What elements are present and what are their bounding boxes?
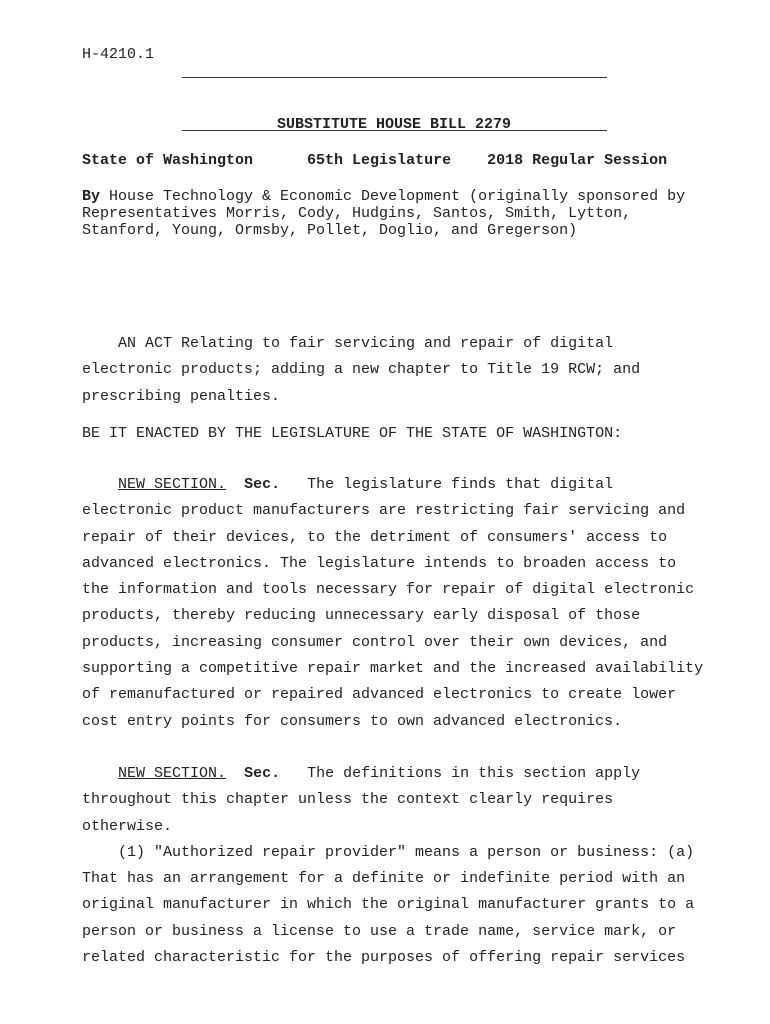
sponsor-line: Stanford, Young, Ormsby, Pollet, Doglio, and Gregerson) xyxy=(82,222,578,239)
session-line xyxy=(82,152,667,169)
section-2-line: throughout this chapter unless the context clearly requires xyxy=(82,791,614,809)
sponsor-line: By House Technology & Economic Development (originally sponsored by xyxy=(82,188,686,205)
section-1-line: repair of their devices, to the detriment of consumers' access to xyxy=(82,528,668,546)
new-section-label: NEW SECTION. xyxy=(118,765,227,782)
section-2 xyxy=(82,761,722,971)
document-id: H-4210.1 xyxy=(82,46,155,63)
act-paragraph xyxy=(82,331,722,410)
section-1-line: supporting a competitive repair market and the increased availability xyxy=(82,660,704,678)
section-2-line: original manufacturer in which the original manufacturer grants to a xyxy=(82,896,695,914)
sec-label: Sec. xyxy=(244,476,281,493)
section-2-line: (1) "Authorized repair provider" means a person or business: (a) xyxy=(82,843,695,861)
state-name: State of Washington xyxy=(82,152,254,169)
section-1-line: the information and tools necessary for repair of digital electronic xyxy=(82,581,695,599)
section-1-line: advanced electronics. The legislature intends to broaden access to xyxy=(82,554,677,572)
sponsor-line: Representatives Morris, Cody, Hudgins, Santos, Smith, Lytton, xyxy=(82,205,632,222)
section-1-heading-line: NEW SECTION. Sec. The legislature finds that digital xyxy=(118,476,614,493)
bill-title xyxy=(0,99,770,133)
section-2-heading-line: NEW SECTION. Sec. The definitions in this section apply xyxy=(118,765,641,782)
title-top-rule xyxy=(182,77,607,78)
act-line: AN ACT Relating to fair servicing and repair of digital xyxy=(82,335,614,352)
section-2-line: otherwise. xyxy=(82,817,173,835)
section-1-line: products, increasing consumer control over their own devices, and xyxy=(82,633,668,651)
by-label: By xyxy=(82,188,101,205)
session-name: 2018 Regular Session xyxy=(487,152,668,169)
sponsor-block xyxy=(82,188,722,239)
sec-label: Sec. xyxy=(244,765,281,782)
act-line: electronic products; adding a new chapter to Title 19 RCW; and xyxy=(82,361,641,379)
section-1-line: of remanufactured or repaired advanced electronics to create lower xyxy=(82,686,677,704)
section-2-line: person or business a license to use a trade name, service mark, or xyxy=(82,922,677,940)
section-1-line: electronic product manufacturers are restricting fair servicing and xyxy=(82,502,686,520)
new-section-label: NEW SECTION. xyxy=(118,476,227,493)
section-1 xyxy=(82,472,722,735)
bill-title-text: SUBSTITUTE HOUSE BILL 2279 xyxy=(276,116,512,133)
section-2-line: related characteristic for the purposes of offering repair services xyxy=(82,949,686,967)
section-1-line: cost entry points for consumers to own advanced electronics. xyxy=(82,712,623,730)
enacting-clause: BE IT ENACTED BY THE LEGISLATURE OF THE STATE OF WASHINGTON: xyxy=(82,425,623,442)
title-bottom-rule xyxy=(182,130,607,131)
section-1-line: products, thereby reducing unnecessary early disposal of those xyxy=(82,607,641,625)
section-2-line: That has an arrangement for a definite or indefinite period with an xyxy=(82,870,686,888)
legislature-name: 65th Legislature xyxy=(307,152,452,169)
act-line: prescribing penalties. xyxy=(82,387,281,405)
